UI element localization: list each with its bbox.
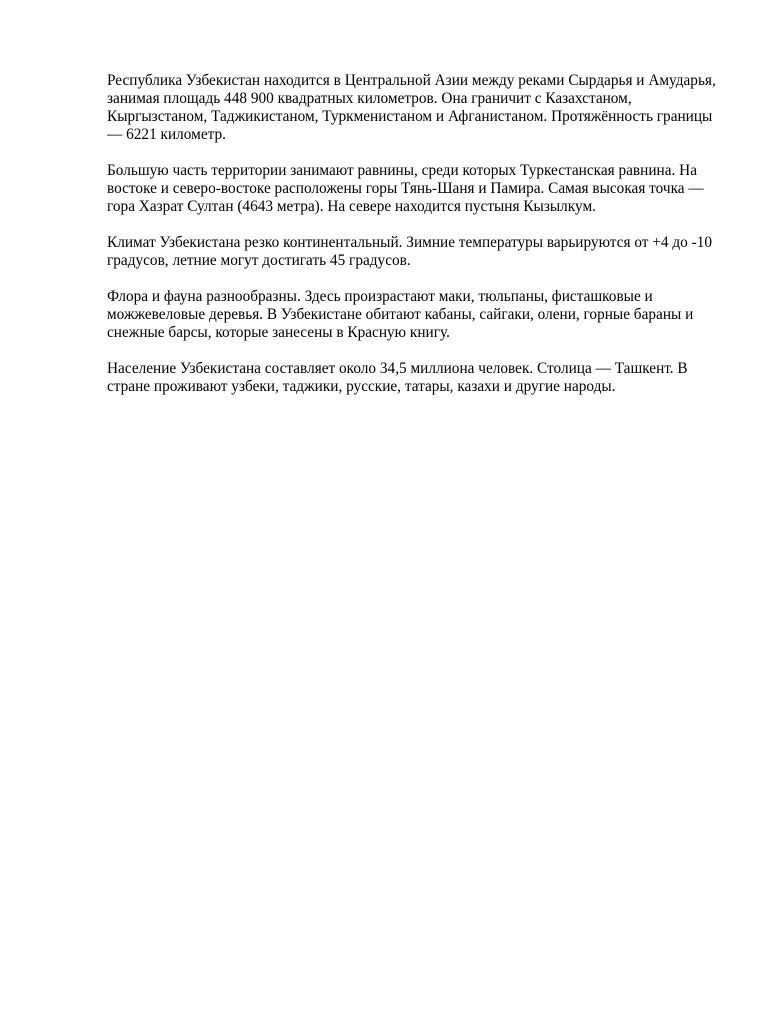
paragraph-relief: Большую часть территории занимают равнины, среди которых Туркестанская равнина. На востоке и северо-востоке расположены горы Тянь-Шаня и Памира. Самая высокая точка — гора Хазрат Султан (4643 метра). На севере находится пустыня Кызылкум. <box>107 162 704 215</box>
paragraph-population: Население Узбекистана составляет около 34,5 миллиона человек. Столица — Ташкент. В стране проживают узбеки, таджики, русские, татары, казахи и другие народы. <box>107 360 688 395</box>
paragraph-geography: Республика Узбекистан находится в Центральной Азии между реками Сырдарья и Амударья, занимая площадь 448 900 квадратных километров. Она граничит с Казахстаном, Кыргызстаном, Таджикистаном, Туркменистаном и Афганистаном. Протяжённость границы — 6221 километр. <box>107 72 716 143</box>
paragraph-flora-fauna: Флора и фауна разнообразны. Здесь произрастают маки, тюльпаны, фисташковые и можжевеловые деревья. В Узбекистане обитают кабаны, сайгаки, олени, горные бараны и снежные барсы, которые занесены в Красную книгу. <box>107 288 694 341</box>
document-body <box>107 72 727 414</box>
paragraph-climate: Климат Узбекистана резко континентальный. Зимние температуры варьируются от +4 до -10 градусов, летние могут достигать 45 градусов. <box>107 234 713 269</box>
